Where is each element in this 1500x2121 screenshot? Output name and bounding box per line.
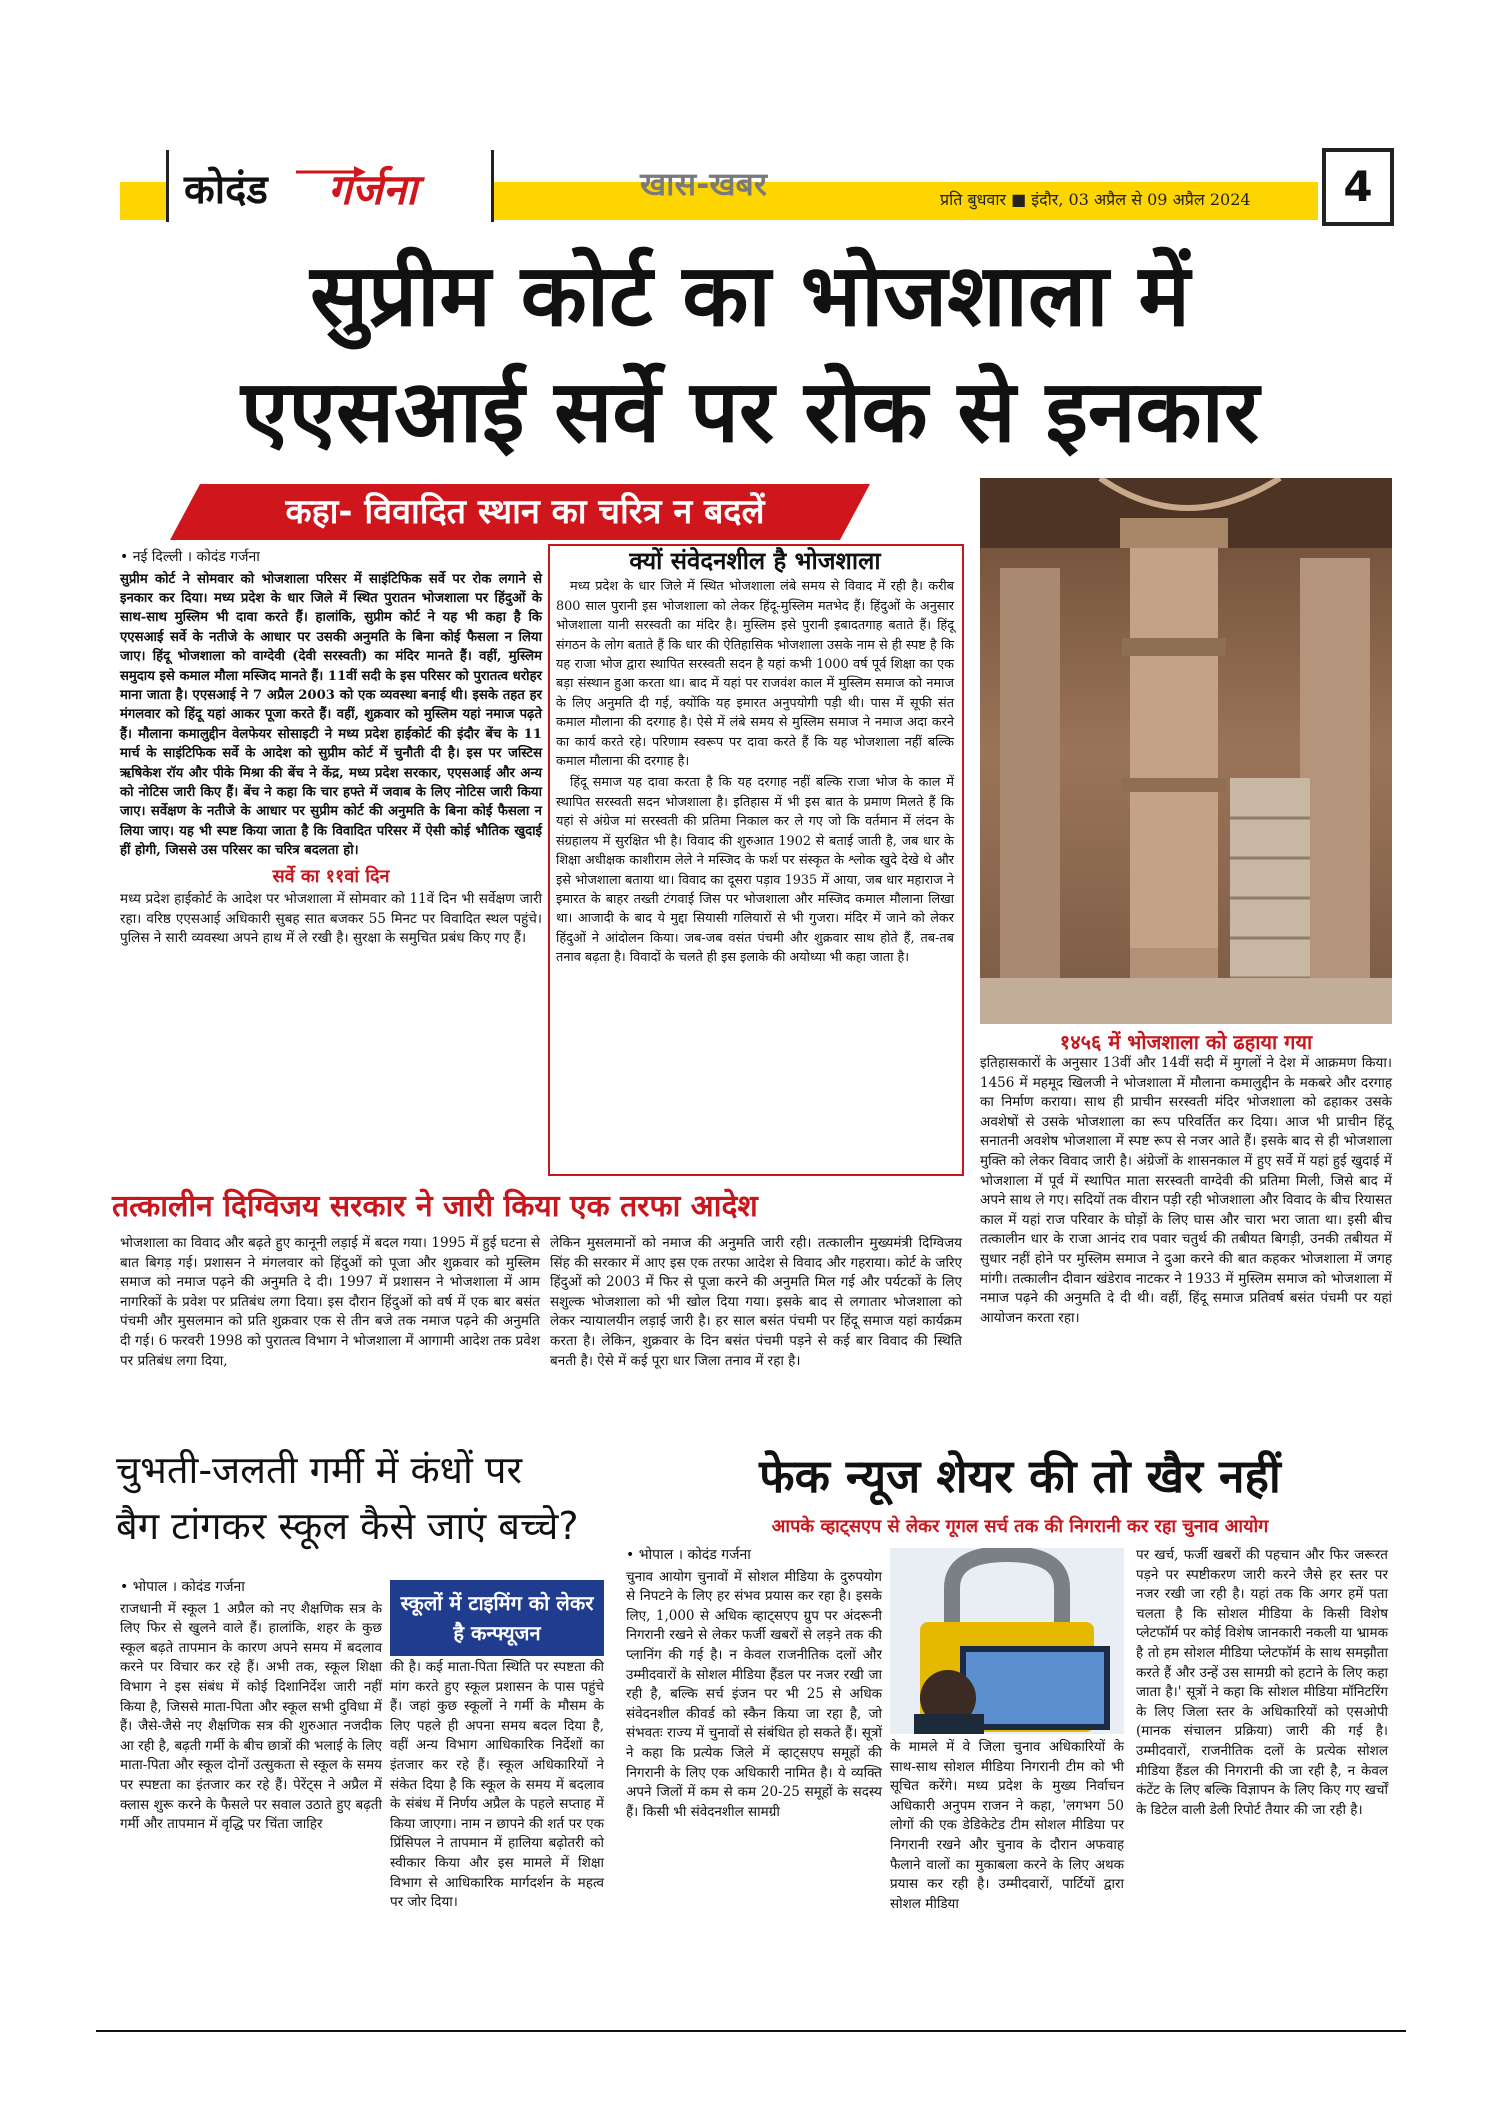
lead-headline-line1: सुप्रीम कोर्ट का भोजशाला में (310, 246, 1190, 346)
fakenews-headline: फेक न्यूज शेयर की तो खैर नहीं (759, 1449, 1281, 1503)
section-label: खास-खबर (640, 165, 767, 203)
digvijay-col2: लेकिन मुसलमानों को नमाज की अनुमति जारी रही। तत्कालीन मुख्यमंत्री दिग्विजय सिंह की सरकार में आए इस एक तरफा आदेश से विवाद और गहराया। कोर्ट के जरिए हिंदुओं को 2003 में फिर से पूजा करने की अनुमति मिल गई और पर्यटकों के लिए सशुल्क भोजशाला को भी खोल दिया गया। इसके बाद से लगातार भोजशाला को लेकर न्यायालयीन लड़ाई जारी है। हर साल बसंत पंचमी पर हिंदू समाज यहां कार्यक्रम करता है। लेकिन, शुक्रवार के दिन बसंत पंचमी पड़ने से कई बार विवाद की स्थिति बनती है। ऐसे में कई पूरा धार जिला तनाव में रहा है। (550, 1235, 962, 1369)
fakenews-col3: पर खर्च, फर्जी खबरों की पहचान और फिर जरूरत पड़ने पर स्पष्टीकरण जारी करने जैसे हर स्तर पर नजर रखी जा रही है। यहां तक कि अगर हमें पता चलता है कि सोशल मीडिया के किसी विशेष प्लेटफॉर्म पर कोई विशेष जानकारी नकली या भ्रामक है तो हम सोशल मीडिया प्लेटफॉर्म के साथ समझौता करते हैं और उन्हें उस सामग्री को हटाने के लिए कहा जाता है।' सूत्रों ने कहा कि सोशल मीडिया मॉनिटरिंग के लिए जिला स्तर के अधिकारियों को एसओपी (मानक संचालन प्रक्रिया) जारी की गई है। उम्मीदवारों, राजनीतिक दलों के प्रत्येक सोशल मीडिया हैंडल की निगरानी की जा रही है, न केवल कंटेंट के लिए बल्कि विज्ञापन के लिए किए गए खर्चों के डिटेल वाली डेली रिपोर्ट तैयार की जा रही है। (1136, 1547, 1388, 1818)
school-col1-text: राजधानी में स्कूल 1 अप्रैल को नए शैक्षणिक सत्र के लिए फिर से खुलने वाले हैं। हालांकि, शहर के कुछ स्कूल बढ़ते तापमान के कारण अपने समय में बदलाव करने पर विचार कर रहे हैं। अभी तक, स्कूल शिक्षा विभाग ने इस संबंध में कोई दिशानिर्देश जारी नहीं किया है, जिससे माता-पिता और स्कूल सभी दुविधा में हैं। जैसे-जैसे नए शैक्षणिक सत्र की शुरुआत नजदीक आ रही है, बढ़ती गर्मी के बीच छात्रों की भलाई के लिए माता-पिता और स्कूल दोनों उत्सुकता से स्कूल के समय पर स्पष्टता का इंतजार कर रहे हैं। पेरेंट्स ने अप्रैल में क्लास शुरू करने के फैसले पर सवाल उठाते हुए बढ़ती गर्मी और तापमान में वृद्धि पर चिंता जाहिर (120, 1600, 382, 1833)
sensitive-box-para2: हिंदू समाज यह दावा करता है कि यह दरगाह नहीं बल्कि राजा भोज के काल में स्थापित सरस्वती सदन भोजशाला है। इतिहास में भी इस बात के प्रमाण मिलते हैं कि यहां से अंग्रेज मां सरस्वती की प्रतिमा निकाल कर ले गए जो कि वर्तमान में लंदन के संग्रहालय में सुरक्षित भी है। विवाद की शुरुआत 1902 से बताई जाती है, जब धार के शिक्षा अधीक्षक काशीराम लेले ने मस्जिद के फर्श पर संस्कृत के श्लोक खुदे देखे थे और इसे भोजशाला बताया था। विवाद का दूसरा पड़ाव 1935 में आया, जब धार महाराज ने इमारत के बाहर तख्ती टंगवाई जिस पर भोजशाला और मस्जिद कमाल मौलाना लिखा था। आजादी के बाद ये मुद्दा सियासी गलियारों से भी गुजरा। मंदिर में जाने को लेकर हिंदुओं ने आंदोलन किया। जब-जब वसंत पंचमी और शुक्रवार साथ होते हैं, तब-तब तनाव बढ़ता है। विवादों के चलते ही इस इलाके की अयोध्या भी कहा जाता है। (556, 775, 954, 966)
survey-subhead: सर्वे का ११वां दिन (272, 865, 390, 887)
school-headline-line1: चुभती-जलती गर्मी में कंधों पर (116, 1448, 523, 1492)
lead-headline-line2: एएसआई सर्वे पर रोक से इनकार (240, 362, 1260, 462)
bhojshala-photo (980, 478, 1392, 1024)
school-highlight-box: स्कूलों में टाइमिंग को लेकर है कन्फ्यूजन (390, 1580, 604, 1656)
digvijay-col1: भोजशाला का विवाद और बढ़ते हुए कानूनी लड़ाई में बदल गया। 1995 में हुई घटना से बात बिगड़ गई। प्रशासन ने मंगलवार को हिंदुओं को पूजा और शुक्रवार को मुस्लिम समाज को नमाज पढ़ने की अनुमति दे दी। 1997 में प्रशासन ने भोजशाला में आम नागरिकों के प्रवेश पर प्रतिबंध लगा दिया। इस दौरान हिंदुओं को वर्ष में एक बार बसंत पंचमी और मुसलमान को प्रति शुक्रवार एक से तीन बजे तक नमाज पढ़ने की अनुमति दी गई। 6 फरवरी 1998 को पुरातत्व विभाग ने भोजशाला में आगामी आदेश तक प्रवेश पर प्रतिबंध लगा दिया, (120, 1235, 540, 1369)
school-headline (116, 1442, 636, 1554)
sensitive-box-content (556, 548, 954, 968)
digvijay-headline: तत्कालीन दिग्विजय सरकार ने जारी किया एक तरफा आदेश (112, 1189, 758, 1224)
lead-body: सुप्रीम कोर्ट ने सोमवार को भोजशाला परिसर में साइंटिफिक सर्वे पर रोक लगाने से इनकार कर दिया। मध्य प्रदेश के धार जिले में स्थित पुरातन भोजशाला पर हिंदुओं के साथ-साथ मुस्लिम भी दावा करते हैं। हालांकि, सुप्रीम कोर्ट ने यह भी कहा है कि एएसआई सर्वे के नतीजे के आधार पर उसकी अनुमति के बिना कोई फैसला न लिया जाए। हिंदू भोजशाला को वाग्देवी (देवी सरस्वती) का मंदिर मानते हैं। वहीं, मुस्लिम समुदाय इसे कमाल मौला मस्जिद मानते हैं। 11वीं सदी के इस परिसर को पुरातत्व धरोहर माना जाता है। एएसआई ने 7 अप्रैल 2003 को एक व्यवस्था बनाई थी। इसके तहत हर मंगलवार को हिंदू यहां आकर पूजा करते हैं। वहीं, शुक्रवार को मुस्लिम यहां नमाज पढ़ते हैं। मौलाना कमालुद्दीन वेलफेयर सोसाइटी ने मध्य प्रदेश हाईकोर्ट की इंदौर बेंच के 11 मार्च के साइंटिफिक सर्वे के आदेश को सुप्रीम कोर्ट में चुनौती दी है। इस पर जस्टिस ऋषिकेश रॉय और पीके मिश्रा की बेंच ने केंद्र, मध्य प्रदेश सरकार, एएसआई और अन्य को नोटिस जारी किए हैं। बेंच ने कहा कि चार हफ्ते में जवाब के लिए नोटिस जारी किया जाए। सर्वेक्षण के नतीजे के आधार पर सुप्रीम कोर्ट की अनुमति के बिना कोई फैसला न लिया जाए। यह भी स्पष्ट किया जाता है कि विवादित परिसर में ऐसी कोई भौतिक खुदाई हीं होगी, जिससे उस परिसर का चरित्र बदलता हो। (120, 571, 542, 859)
issue-dateline: प्रति बुधवार ■ इंदौर, 03 अप्रैल से 09 अप्रैल 2024 (940, 190, 1251, 209)
school-dateline: • भोपाल । कोदंड गर्जना (120, 1579, 245, 1595)
survey-body: मध्य प्रदेश हाईकोर्ट के आदेश पर भोजशाला में सोमवार को 11वें दिन भी सर्वेक्षण जारी रहा। वरिष्ठ एएसआई अधिकारी सुबह सात बजकर 55 मिनट पर विवादित स्थल पहुंचे। पुलिस ने सारी व्यवस्था अपने हाथ में ले रखी है। सुरक्षा के समुचित प्रबंध किए गए हैं। (120, 891, 542, 947)
lead-dateline: • नई दिल्ली । कोदंड गर्जना (120, 549, 260, 565)
fakenews-col2: के मामले में वे जिला चुनाव अधिकारियों के साथ-साथ सोशल मीडिया निगरानी टीम को भी सूचित करेंगे। मध्य प्रदेश के मुख्य निर्वाचन अधिकारी अनुपम राजन ने कहा, 'लगभग 50 लोगों की एक डेडिकेटेड टीम सोशल मीडिया पर निगरानी रखने और चुनाव के दौरान अफवाह फैलाने वालों का मुकाबला करने के लिए अथक प्रयास कर रही है। उम्मीदवारों, पार्टियों द्वारा सोशल मीडिया (890, 1739, 1124, 1912)
history-caption: १४५६ में भोजशाला को ढहाया गया (1059, 1030, 1313, 1054)
logo-text-kodand: कोदंड (184, 167, 268, 213)
fakenews-col1 (626, 1546, 882, 1822)
school-col1 (120, 1578, 382, 1835)
school-col2: की है। कई माता-पिता स्थिति पर स्पष्टता की मांग करते हुए स्कूल प्रशासन के पास पहुंचे हैं। जहां कुछ स्कूलों ने गर्मी के मौसम के लिए पहले ही अपना समय बदल दिया है, वहीं अन्य विभाग आधिकारिक निर्देशों का इंतजार कर रहे हैं। स्कूल अधिकारियों ने संकेत दिया है कि स्कूल के समय में बदलाव के संबंध में निर्णय अप्रैल के पहले सप्ताह में किया जाएगा। नाम न छापने की शर्त पर एक प्रिंसिपल ने तापमान में हालिया बढ़ोतरी को स्वीकार किया और इस मामले में शिक्षा विभाग से आधिकारिक मार्गदर्शन के महत्व पर जोर दिया। (390, 1659, 604, 1911)
page-number: 4 (1322, 148, 1394, 226)
sensitive-box-title: क्यों संवेदनशील है भोजशाला (629, 547, 881, 575)
logo-text-garjana: गर्जना (328, 165, 417, 214)
fakenews-col1-text: चुनाव आयोग चुनावों में सोशल मीडिया के दुरुपयोग से निपटने के लिए हर संभव प्रयास कर रहा है। इसके लिए, 1,000 से अधिक व्हाट्सएप ग्रुप पर अंदरूनी निगरानी रखने से लेकर फर्जी खबरों से लड़ने तक की प्लानिंग की गई है। न केवल राजनीतिक दलों और उम्मीदवारों के सोशल मीडिया हैंडल पर नजर रखी जा रही है, बल्कि सर्च इंजन पर भी 25 से अधिक संवेदनशील कीवर्ड को स्कैन किया जा रहा है, जो संभवतः राज्य में चुनावों से संबंधित हो सकते हैं। सूत्रों ने कहा कि प्रत्येक जिले में व्हाट्सएप समूहों की निगरानी के लिए एक अधिकारी नामित है। ये व्यक्ति अपने जिलों में कम से कम 20-25 समूहों के सदस्य हैं। किसी भी संवेदनशील सामग्री (626, 1568, 882, 1820)
fakenews-dateline: • भोपाल । कोदंड गर्जना (626, 1547, 751, 1563)
lead-subheadline: कहा- विवादित स्थान का चरित्र न बदलें (285, 492, 765, 532)
school-headline-line2: बैग टांगकर स्कूल कैसे जाएं बच्चे? (116, 1504, 579, 1548)
sensitive-box-para1: मध्य प्रदेश के धार जिले में स्थित भोजशाला लंबे समय से विवाद में रही है। करीब 800 साल पुरानी इस भोजशाला को लेकर हिंदू-मुस्लिम मतभेद हैं। हिंदुओं के अनुसार भोजशाला यानी सरस्वती का मंदिर है। मुस्लिम इसे पुरानी इबादतगाह बताते हैं। हिंदू संगठन के लोग बताते हैं कि धार की ऐतिहासिक भोजशाला उसके नाम से ही स्पष्ट है कि यह राजा भोज द्वारा स्थापित सरस्वती सदन है यहां कभी 1000 वर्ष पूर्व शिक्षा का एक बड़ा संस्थान हुआ करता था। बाद में यहां पर राजवंश काल में मुस्लिम समाज को नमाज के लिए अनुमति दी गई, क्योंकि यह इमारत अनुपयोगी पड़ी थी। पास में सूफी संत कमाल मौलाना की दरगाह है। ऐसे में लंबे समय से मुस्लिम समाज ने नमाज अदा करने का कार्य करते रहे। परिणाम स्वरूप पर दावा करते हैं कि यह भोजशाला नहीं बल्कि कमाल मौलाना की दरगाह है। (556, 579, 954, 770)
fakenews-subheadline: आपके व्हाट्सएप से लेकर गूगल सर्च तक की निगरानी कर रहा चुनाव आयोग (771, 1516, 1269, 1537)
history-body: इतिहासकारों के अनुसार 13वीं और 14वीं सदी में मुगलों ने देश में आक्रमण किया। 1456 में महमूद खिलजी ने भोजशाला में मौलाना कमालुद्दीन के मकबरे और दरगाह का निर्माण कराया। साथ ही प्राचीन सरस्वती मंदिर भोजशाला को ढहाकर उसके अवशेषों से उसके भोजशाला का रूप परिवर्तित कर दिया। आज भी प्राचीन हिंदू सनातनी अवशेष भोजशाला में स्पष्ट रूप से नजर आते हैं। इसके बाद से ही भोजशाला मुक्ति को लेकर विवाद जारी है। अंग्रेजों के शासनकाल में हुए सर्वे में यहां हुई खुदाई में भोजशाला में पूर्व में स्थापित माता सरस्वती वाग्देवी की प्रतिमा मिली, जिसे बाद में अपने साथ ले गए। सदियों तक वीरान पड़ी रही भोजशाला और विवाद के बीच रियासत काल में यहां राज परिवार के घोड़ों के लिए घास और चारा भरा जाता था। इसी बीच तत्कालीन धार के राजा आनंद राव पवार चतुर्थ की तबीयत बिगड़ी, उनकी तबीयत में सुधार नहीं होने पर मुस्लिम समाज ने दुआ करने की बात कहकर भोजशाला में जगह मांगी। तत्कालीन दीवान खंडेराव नाटकर ने 1933 में मुस्लिम समाज को भोजशाला में नमाज पढ़ने की अनुमति दे दी थी। वहीं, हिंदू समाज प्रतिवर्ष बसंत पंचमी पर यहां आयोजन करता रहा। (980, 1055, 1392, 1326)
bottom-rule (96, 2030, 1406, 2032)
cyber-security-image (890, 1548, 1124, 1734)
lead-article (120, 548, 542, 949)
